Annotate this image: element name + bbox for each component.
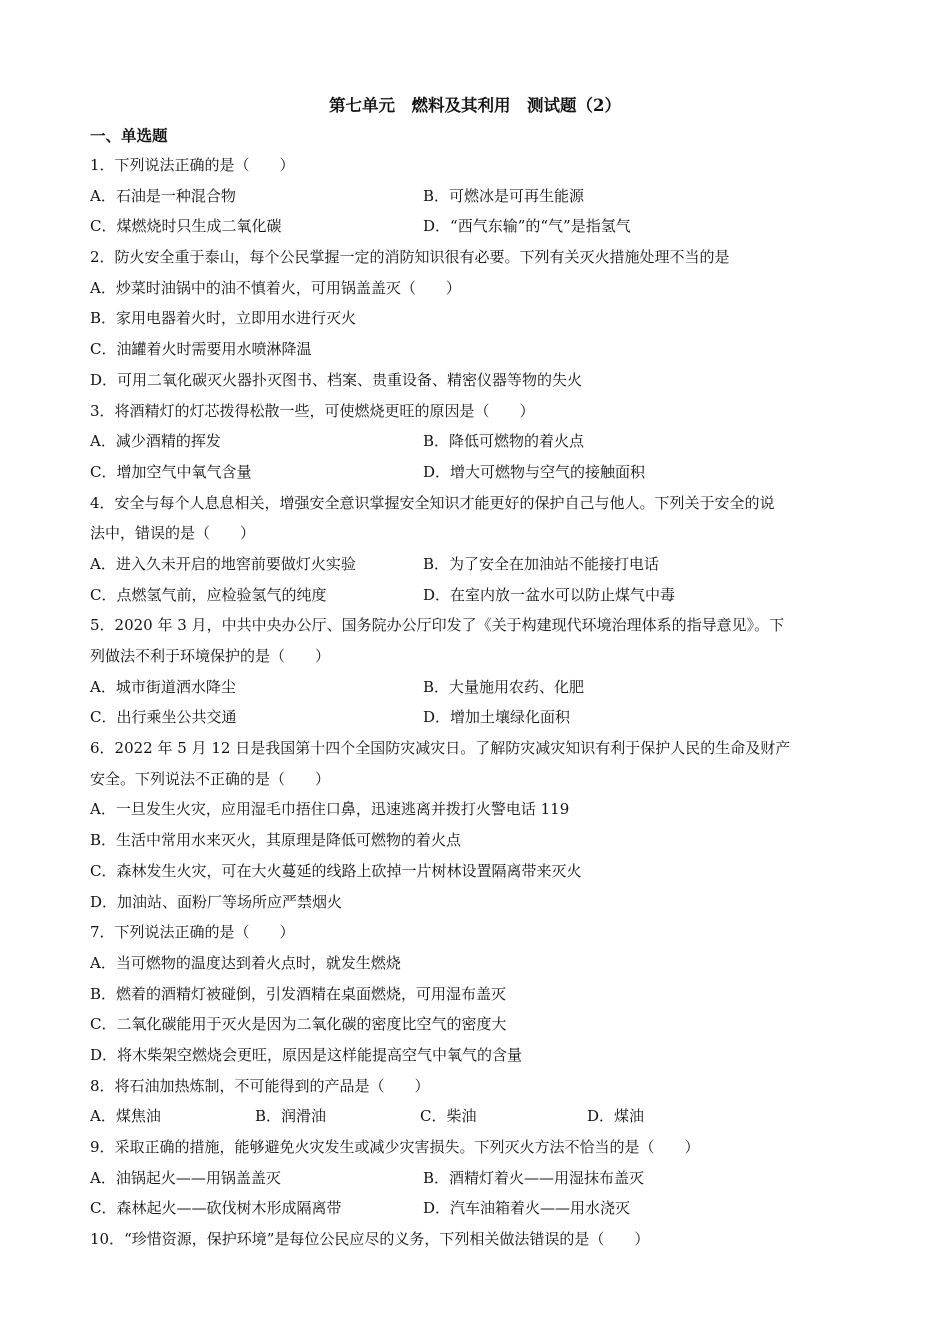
question-item [90,917,860,1070]
option-row [90,580,860,611]
option-row [90,549,860,580]
question-stem: 2．防火安全重于泰山，每个公民掌握一定的消防知识很有必要。下列有关灭火措施处理不当的是 [90,248,730,267]
option-row [90,948,860,979]
option-row [90,303,860,334]
option-row [90,457,860,488]
answer-option: D．增大可燃物与空气的接触面积 [423,462,646,481]
option-row [90,1040,860,1071]
answer-option: A．石油是一种混合物 [90,186,236,205]
option-row [90,365,860,396]
answer-option: B．酒精灯着火——用湿抹布盖灭 [423,1168,645,1187]
question-item [90,733,860,917]
answer-option: B．大量施用农药、化肥 [423,677,585,696]
answer-option: C．森林发生火灾，可在大火蔓延的线路上砍掉一片树林设置隔离带来灭火 [90,861,582,880]
answer-option: B．润滑油 [255,1107,327,1126]
answer-option: B．燃着的酒精灯被碰倒，引发酒精在桌面燃烧，可用湿布盖灭 [90,984,507,1003]
option-row [90,1193,860,1224]
answer-option: B．生活中常用水来灭火，其原理是降低可燃物的着火点 [90,831,462,850]
answer-option: C．二氧化碳能用于灭火是因为二氧化碳的密度比空气的密度大 [90,1015,507,1034]
option-row [90,825,860,856]
option-row [90,181,860,212]
answer-option: C．森林起火——砍伐树木形成隔离带 [90,1199,342,1218]
answer-option: C．点燃氢气前，应检验氢气的纯度 [90,585,327,604]
question-stem: 8．将石油加热炼制，不可能得到的产品是（ ） [90,1076,430,1095]
question-stem: 列做法不利于环境保护的是（ ） [90,647,331,665]
answer-option: C．出行乘坐公共交通 [90,708,237,727]
option-row [90,334,860,365]
answer-option: B．降低可燃物的着火点 [423,432,585,451]
question-stem: 6．2022 年 5 月 12 日是我国第十四个全国防灾减灾日。了解防灾减灾知识有利于保护人民的生命及财产 [90,739,791,758]
answer-option: A．当可燃物的温度达到着火点时，就发生燃烧 [90,953,401,972]
option-row [90,887,860,918]
question-stem: 安全。下列说法不正确的是（ ） [90,769,331,788]
option-row [90,1163,860,1194]
page-title: 第七单元 燃料及其利用 测试题（2） [329,96,621,115]
question-item [90,610,860,733]
section-heading: 一、单选题 [90,126,168,145]
answer-option: A．一旦发生火灾，应用湿毛巾捂住口鼻，迅速逃离并拨打火警电话 119 [90,800,570,819]
answer-option: B．家用电器着火时，立即用水进行灭火 [90,309,357,328]
question-item [90,1224,860,1255]
option-row [90,979,860,1010]
answer-option: C．油罐着火时需要用水喷淋降温 [90,340,312,359]
question-stem: 10．“珍惜资源，保护环境”是每位公民应尽的义务，下列相关做法错误的是（ ） [90,1230,650,1249]
answer-option: C．柴油 [420,1107,477,1126]
question-item [90,150,860,242]
answer-option: D．在室内放一盆水可以防止煤气中毒 [423,585,676,604]
question-stem: 9．采取正确的措施，能够避免火灾发生或减少灾害损失。下列灭火方法不恰当的是（ ） [90,1138,700,1156]
option-row [90,672,860,703]
option-row [90,1009,860,1040]
option-row [90,794,860,825]
answer-option: A．城市街道洒水降尘 [90,677,236,696]
answer-option: D．汽车油箱着火——用水浇灭 [423,1199,631,1218]
answer-option: A．进入久未开启的地窖前要做灯火实验 [90,554,356,573]
question-stem: 3．将酒精灯的灯芯拨得松散一些，可使燃烧更旺的原因是（ ） [90,401,535,420]
option-row [90,211,860,242]
answer-option: B．可燃冰是可再生能源 [423,186,585,205]
question-item [90,1071,860,1132]
question-item [90,488,860,611]
option-row [90,426,860,457]
answer-option: D．煤油 [587,1107,645,1126]
option-row [90,1101,860,1132]
answer-option: A．减少酒精的挥发 [90,432,221,451]
question-stem: 4．安全与每个人息息相关，增强安全意识掌握安全知识才能更好的保护自己与他人。下列关于安全的说 [90,493,775,512]
answer-option: C．增加空气中氧气含量 [90,462,252,481]
answer-option: D．将木柴架空燃烧会更旺，原因是这样能提高空气中氧气的含量 [90,1045,523,1064]
question-stem: 5．2020 年 3 月，中共中央办公厅、国务院办公厅印发了《关于构建现代环境治理体系的指导意见》。下 [90,616,785,635]
answer-option: A．油锅起火——用锅盖盖灭 [90,1168,281,1187]
question-stem: 法中，错误的是（ ） [90,524,256,543]
question-item [90,242,860,395]
answer-option: D．加油站、面粉厂等场所应严禁烟火 [90,892,343,911]
question-list [90,150,860,1255]
question-item [90,1132,860,1224]
question-item [90,396,860,488]
option-row [90,273,860,304]
answer-option: D．增加土壤绿化面积 [423,708,571,727]
question-stem: 1．下列说法正确的是（ ） [90,156,295,174]
answer-option: D．“西气东输”的“气”是指氢气 [423,217,631,236]
question-stem: 7．下列说法正确的是（ ） [90,923,295,942]
answer-option: A．炒菜时油锅中的油不慎着火，可用锅盖盖灭（ ） [90,278,461,297]
answer-option: B．为了安全在加油站不能接打电话 [423,554,660,573]
answer-option: D．可用二氧化碳灭火器扑灭图书、档案、贵重设备、精密仪器等物的失火 [90,370,583,389]
answer-option: C．煤燃烧时只生成二氧化碳 [90,217,282,236]
option-row [90,702,860,733]
option-row [90,856,860,887]
answer-option: A．煤焦油 [90,1107,161,1126]
